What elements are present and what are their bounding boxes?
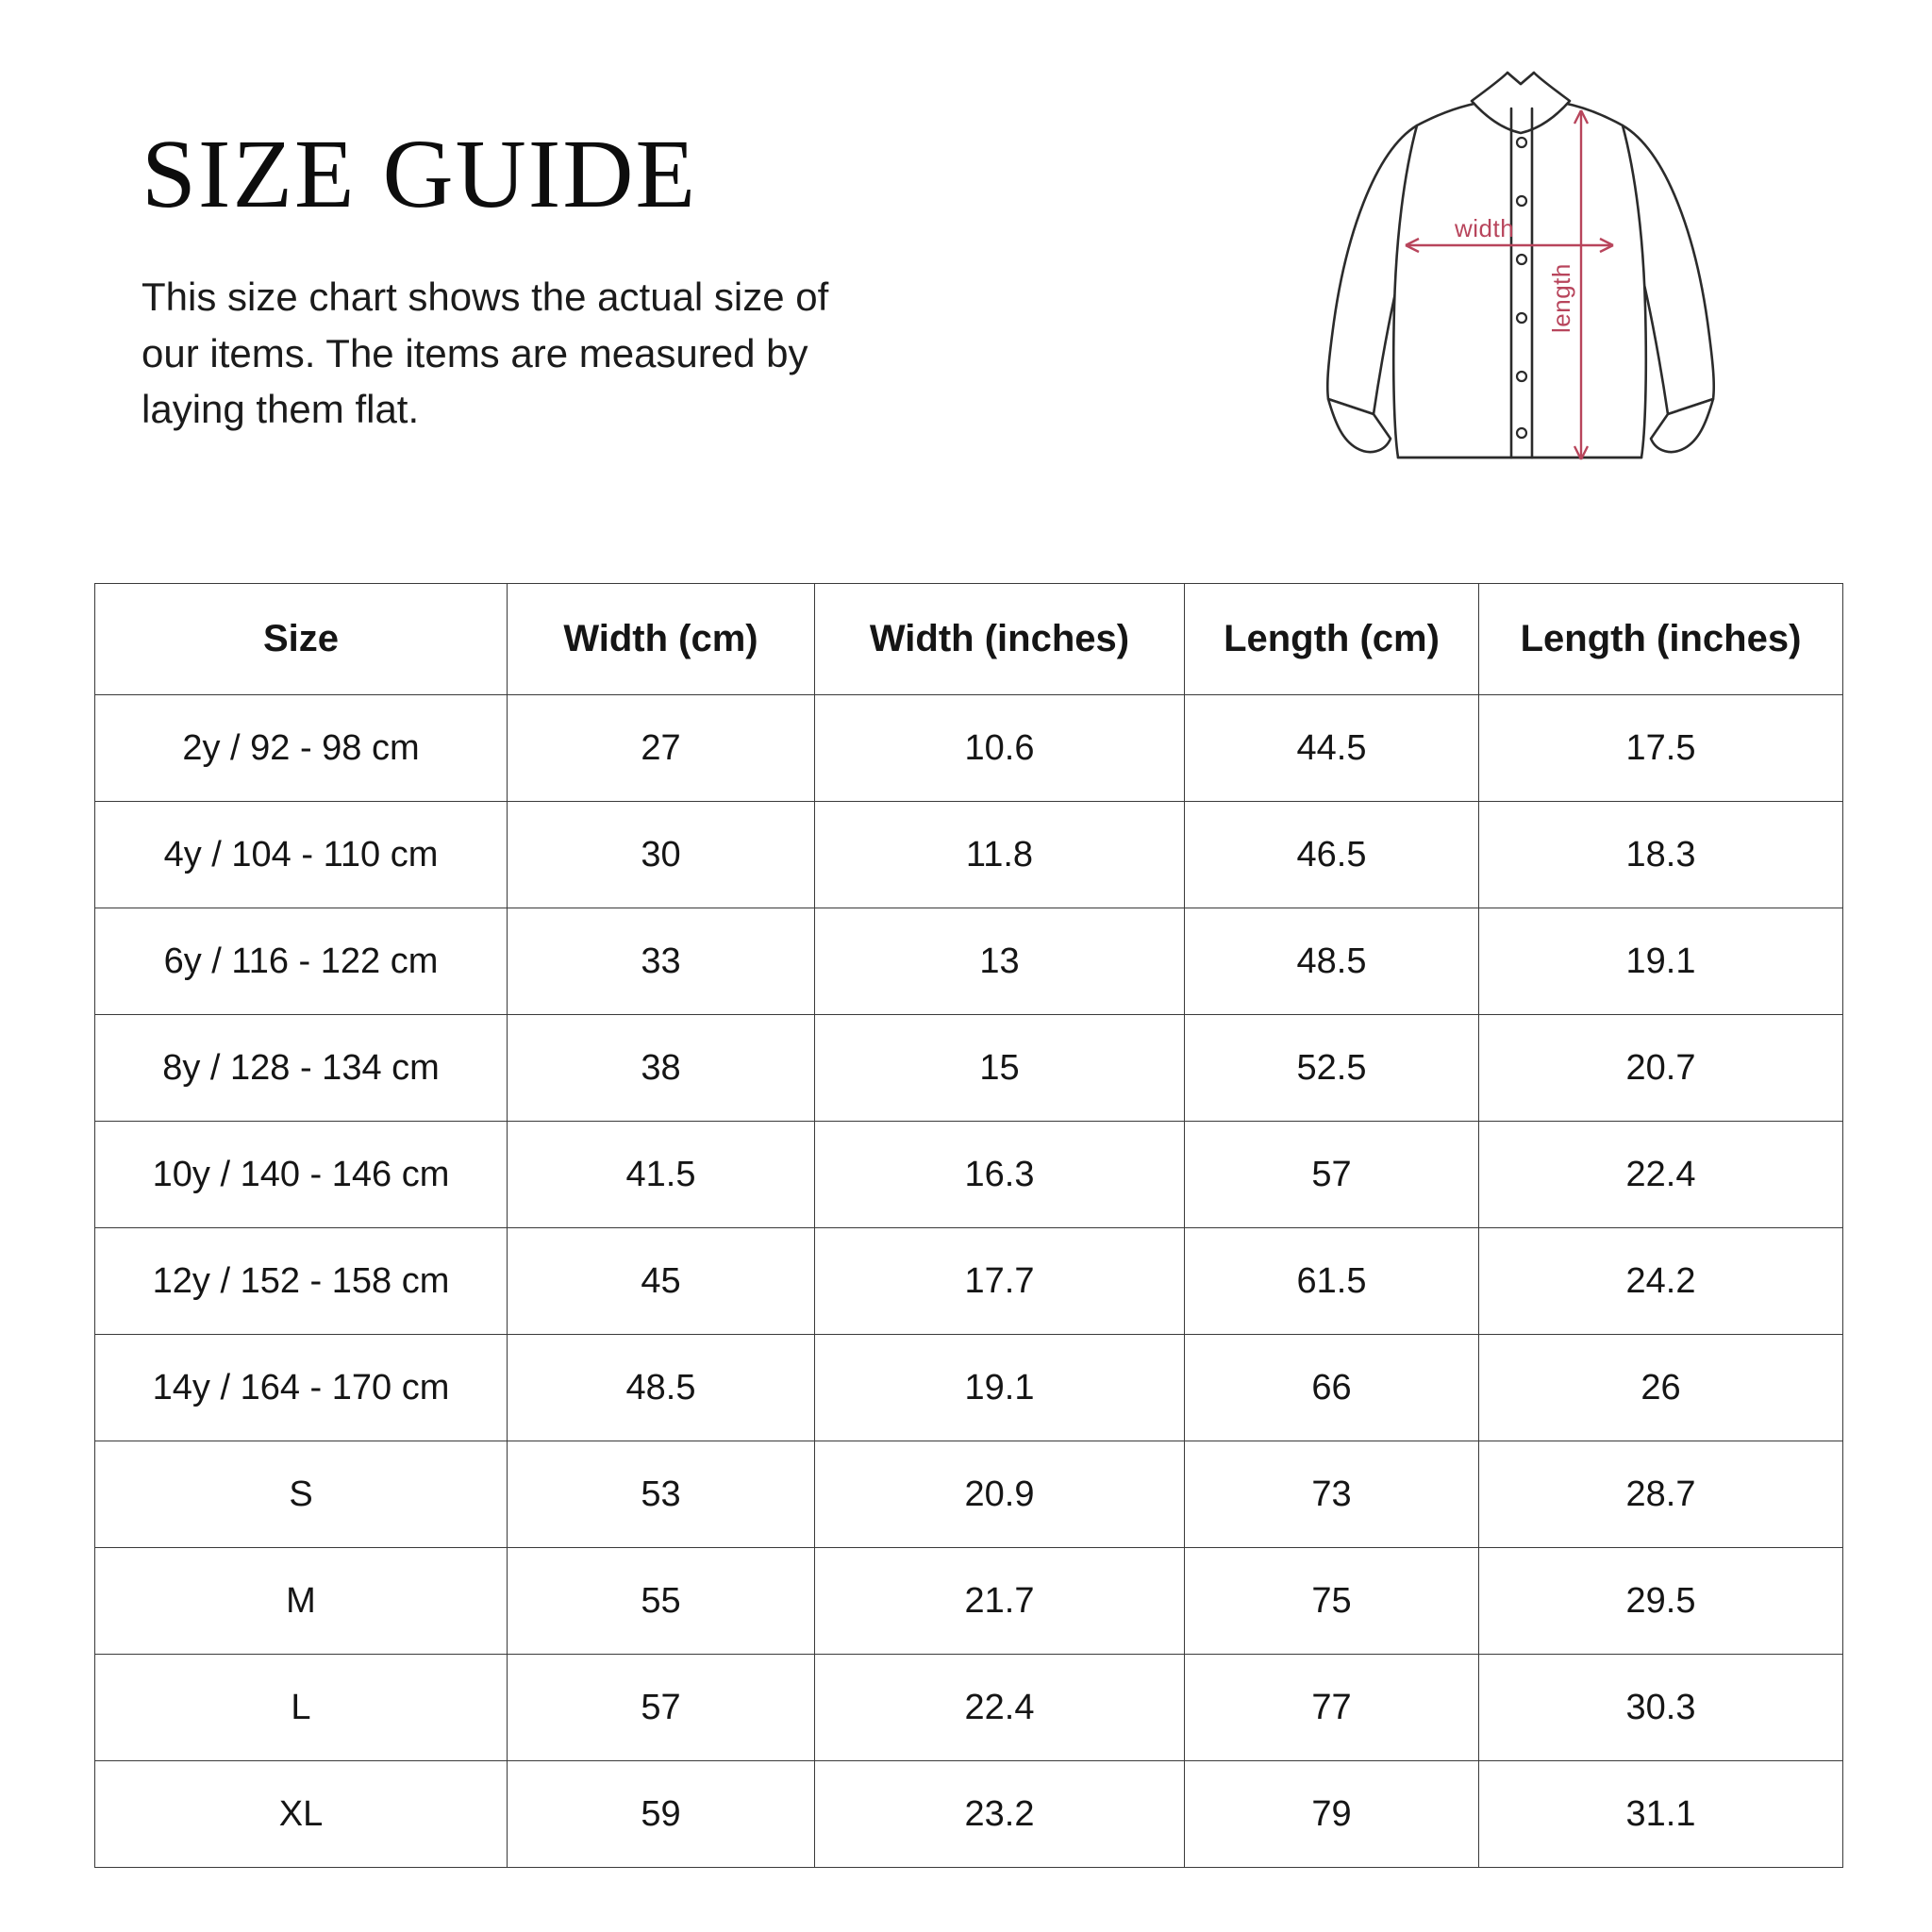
page-title: SIZE GUIDE xyxy=(142,120,698,228)
cell-size: 8y / 128 - 134 cm xyxy=(95,1015,508,1122)
cell-width-cm: 57 xyxy=(508,1655,815,1761)
cell-width-in: 23.2 xyxy=(815,1761,1185,1868)
col-header-length-cm: Length (cm) xyxy=(1185,584,1479,695)
cell-length-in: 17.5 xyxy=(1479,695,1843,802)
cell-width-cm: 55 xyxy=(508,1548,815,1655)
table-row xyxy=(95,1015,1843,1122)
page-subtitle: This size chart shows the actual size of our items. The items are measured by laying them flat. xyxy=(142,275,829,432)
cell-width-cm: 38 xyxy=(508,1015,815,1122)
cell-length-cm: 66 xyxy=(1185,1335,1479,1441)
cell-size: 12y / 152 - 158 cm xyxy=(95,1228,508,1335)
cell-length-in: 29.5 xyxy=(1479,1548,1843,1655)
cell-length-cm: 52.5 xyxy=(1185,1015,1479,1122)
cell-width-cm: 48.5 xyxy=(508,1335,815,1441)
cell-size: XL xyxy=(95,1761,508,1868)
cell-width-cm: 53 xyxy=(508,1441,815,1548)
cell-size: M xyxy=(95,1548,508,1655)
cell-length-cm: 75 xyxy=(1185,1548,1479,1655)
cell-length-in: 19.1 xyxy=(1479,908,1843,1015)
cell-size: 6y / 116 - 122 cm xyxy=(95,908,508,1015)
cell-width-cm: 59 xyxy=(508,1761,815,1868)
cell-width-in: 21.7 xyxy=(815,1548,1185,1655)
table-row xyxy=(95,695,1843,802)
cell-width-in: 11.8 xyxy=(815,802,1185,908)
col-header-width-cm: Width (cm) xyxy=(508,584,815,695)
cell-length-in: 22.4 xyxy=(1479,1122,1843,1228)
table-row xyxy=(95,1655,1843,1761)
cell-size: 10y / 140 - 146 cm xyxy=(95,1122,508,1228)
shirt-illustration-svg xyxy=(1311,52,1764,561)
cell-length-in: 28.7 xyxy=(1479,1441,1843,1548)
cell-length-cm: 61.5 xyxy=(1185,1228,1479,1335)
table-row xyxy=(95,1761,1843,1868)
cell-length-in: 18.3 xyxy=(1479,802,1843,908)
width-dimension-label: width xyxy=(1455,214,1515,242)
table-row xyxy=(95,908,1843,1015)
cell-length-cm: 77 xyxy=(1185,1655,1479,1761)
cell-width-cm: 33 xyxy=(508,908,815,1015)
table-row xyxy=(95,1548,1843,1655)
cell-width-in: 10.6 xyxy=(815,695,1185,802)
cell-width-cm: 27 xyxy=(508,695,815,802)
table-row xyxy=(95,1335,1843,1441)
cell-length-cm: 44.5 xyxy=(1185,695,1479,802)
col-header-length-inches: Length (inches) xyxy=(1479,584,1843,695)
table-row xyxy=(95,1441,1843,1548)
size-table-wrapper xyxy=(94,583,1842,1868)
cell-length-cm: 48.5 xyxy=(1185,908,1479,1015)
table-row xyxy=(95,1122,1843,1228)
shirt-diagram xyxy=(1311,52,1764,561)
cell-size: 2y / 92 - 98 cm xyxy=(95,695,508,802)
cell-width-in: 17.7 xyxy=(815,1228,1185,1335)
header-block xyxy=(142,120,934,438)
cell-width-cm: 45 xyxy=(508,1228,815,1335)
cell-length-cm: 73 xyxy=(1185,1441,1479,1548)
length-dimension-label: length xyxy=(1547,263,1575,333)
cell-size: S xyxy=(95,1441,508,1548)
table-row xyxy=(95,1228,1843,1335)
col-header-size: Size xyxy=(95,584,508,695)
cell-length-in: 20.7 xyxy=(1479,1015,1843,1122)
size-table xyxy=(94,583,1843,1868)
cell-length-in: 31.1 xyxy=(1479,1761,1843,1868)
cell-width-in: 13 xyxy=(815,908,1185,1015)
table-header-row xyxy=(95,584,1843,695)
table-row xyxy=(95,802,1843,908)
cell-size: 14y / 164 - 170 cm xyxy=(95,1335,508,1441)
cell-width-in: 20.9 xyxy=(815,1441,1185,1548)
cell-length-in: 30.3 xyxy=(1479,1655,1843,1761)
cell-size: 4y / 104 - 110 cm xyxy=(95,802,508,908)
cell-size: L xyxy=(95,1655,508,1761)
cell-width-in: 19.1 xyxy=(815,1335,1185,1441)
cell-length-cm: 57 xyxy=(1185,1122,1479,1228)
cell-width-cm: 41.5 xyxy=(508,1122,815,1228)
cell-length-cm: 46.5 xyxy=(1185,802,1479,908)
cell-length-cm: 79 xyxy=(1185,1761,1479,1868)
cell-length-in: 24.2 xyxy=(1479,1228,1843,1335)
col-header-width-inches: Width (inches) xyxy=(815,584,1185,695)
cell-length-in: 26 xyxy=(1479,1335,1843,1441)
cell-width-in: 15 xyxy=(815,1015,1185,1122)
cell-width-cm: 30 xyxy=(508,802,815,908)
cell-width-in: 22.4 xyxy=(815,1655,1185,1761)
cell-width-in: 16.3 xyxy=(815,1122,1185,1228)
